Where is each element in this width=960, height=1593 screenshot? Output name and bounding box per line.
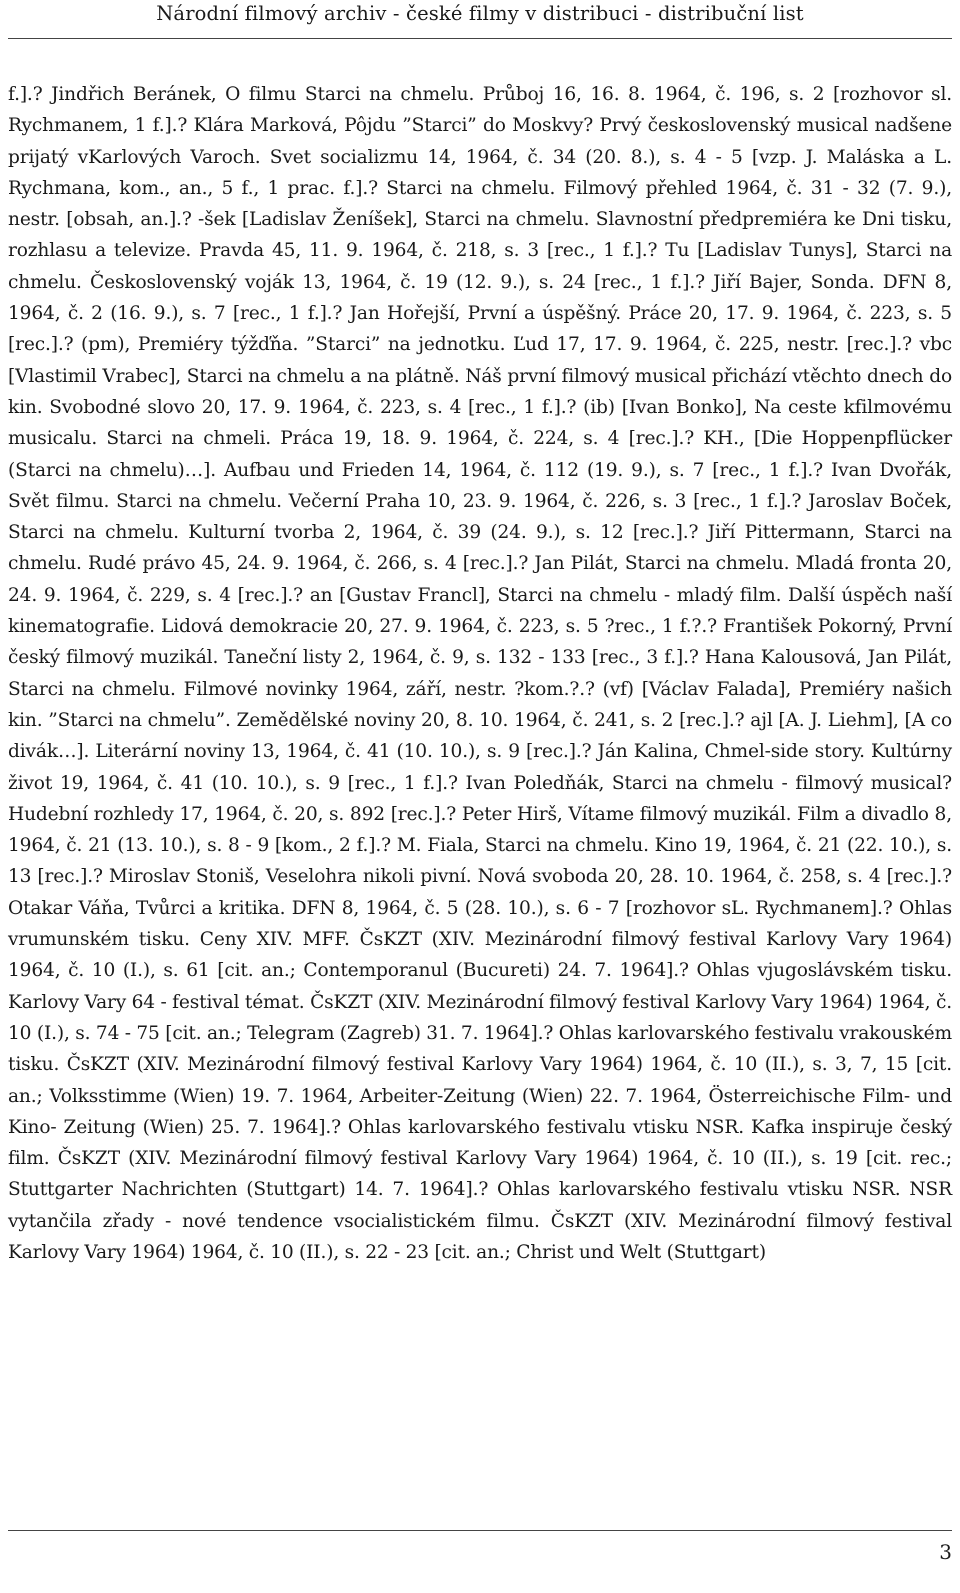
page-number: 3 — [939, 1540, 952, 1564]
footer-divider — [8, 1530, 952, 1531]
bibliography-paragraph: f.].? Jindřich Beránek, O filmu Starci na chmelu. Průboj 16, 16. 8. 1964, č. 196, s. 2 [rozhovor sl. Rychmanem, 1 f.].? Klára Marková, Pôjdu ”Starci” do Moskvy? Prvý československý musical nadšene prijatý vKarlových Varoch. Svet socializmu 14, 1964, č. 34 (20. 8.), s. 4 - 5 [vzp. J. Maláska a L. Rychmana, kom., an., 5 f., 1 prac. f.].? Starci na chmelu. Filmový přehled 1964, č. 31 - 32 (7. 9.), nestr. [obsah, an.].? -šek [Ladislav Ženíšek], Starci na chmelu. Slavnostní předpremiéra ke Dni tisku, rozhlasu a televize. Pravda 45, 11. 9. 1964, č. 218, s. 3 [rec., 1 f.].? Tu [Ladislav Tunys], Starci na chmelu. Československý voják 13, 1964, č. 19 (12. 9.), s. 24 [rec., 1 f.].? Jiří Bajer, Sonda. DFN 8, 1964, č. 2 (16. 9.), s. 7 [rec., 1 f.].? Jan Hořejší, První a úspěšný. Práce 20, 17. 9. 1964, č. 223, s. 5 [rec.].? (pm), Premiéry týžďňa. ”Starci” na jednotku. Ľud 17, 17. 9. 1964, č. 225, nestr. [rec.].? vbc [Vlastimil Vrabec], Starci na chmelu a na plátně. Náš první filmový musical přichází vtěchto dnech do kin. Svobodné slovo 20, 17. 9. 1964, č. 223, s. 4 [rec., 1 f.].? (ib) [Ivan Bonko], Na ceste kfilmovému musicalu. Starci na chmeli. Práca 19, 18. 9. 1964, č. 224, s. 4 [rec.].? KH., [Die Hoppenpflücker (Starci na chmelu)…]. Aufbau und Frieden 14, 1964, č. 112 (19. 9.), s. 7 [rec., 1 f.].? Ivan Dvořák, Svět filmu. Starci na chmelu. Večerní Praha 10, 23. 9. 1964, č. 226, s. 3 [rec., 1 f.].? Jaroslav Boček, Starci na chmelu. Kulturní tvorba 2, 1964, č. 39 (24. 9.), s. 12 [rec.].? Jiří Pittermann, Starci na chmelu. Rudé právo 45, 24. 9. 1964, č. 266, s. 4 [rec.].? Jan Pilát, Starci na chmelu. Mladá fronta 20, 24. 9. 1964, č. 229, s. 4 [rec.].? an [Gustav Francl], Starci na chmelu - mladý film. Další úspěch naší kinematografie. Lidová demokracie 20, 27. 9. 1964, č. 223, s. 5 ?rec., 1 f.?.? František Pokorný, První český filmový muzikál. Taneční listy 2, 1964, č. 9, s. 132 - 133 [rec., 3 f.].? Hana Kalousová, Jan Pilát, Starci na chmelu. Filmové novinky 1964, září, nestr. ?kom.?.? (vf) [Václav Falada], Premiéry našich kin. ”Starci na chmelu”. Zemědělské noviny 20, 8. 10. 1964, č. 241, s. 2 [rec.].? ajl [A. J. Liehm], [A co divák…]. Literární noviny 13, 1964, č. 41 (10. 10.), s. 9 [rec.].? Ján Kalina, Chmel-side story. Kultúrny život 19, 1964, č. 41 (10. 10.), s. 9 [rec., 1 f.].? Ivan Poledňák, Starci na chmelu - filmový musical? Hudební rozhledy 17, 1964, č. 20, s. 892 [rec.].? Peter Hirš, Vítame filmový muzikál. Film a divadlo 8, 1964, č. 21 (13. 10.), s. 8 - 9 [kom., 2 f.].? M. Fiala, Starci na chmelu. Kino 19, 1964, č. 21 (22. 10.), s. 13 [rec.].? Miroslav Stoniš, Veselohra nikoli pivní. Nová svoboda 20, 28. 10. 1964, č. 258, s. 4 [rec.].? Otakar Váňa, Tvůrci a kritika. DFN 8, 1964, č. 5 (28. 10.), s. 6 - 7 [rozhovor sL. Rychmanem].? Ohlas vrumunském tisku. Ceny XIV. MFF. ČsKZT (XIV. Mezinárodní filmový festival Karlovy Vary 1964) 1964, č. 10 (I.), s. 61 [cit. an.; Contemporanul (Bucureti) 24. 7. 1964].? Ohlas vjugoslávském tisku. Karlovy Vary 64 - festival témat. ČsKZT (XIV. Mezinárodní filmový festival Karlovy Vary 1964) 1964, č. 10 (I.), s. 74 - 75 [cit. an.; Telegram (Zagreb) 31. 7. 1964].? Ohlas karlovarského festivalu vrakouském tisku. ČsKZT (XIV. Mezinárodní filmový festival Karlovy Vary 1964) 1964, č. 10 (II.), s. 3, 7, 15 [cit. an.; Volksstimme (Wien) 19. 7. 1964, Arbeiter-Zeitung (Wien) 22. 7. 1964, Österreichische Film- und Kino- Zeitung (Wien) 25. 7. 1964].? Ohlas karlovarského festivalu vtisku NSR. Kafka inspiruje český film. ČsKZT (XIV. Mezinárodní filmový festival Karlovy Vary 1964) 1964, č. 10 (II.), s. 19 [cit. rec.; Stuttgarter Nachrichten (Stuttgart) 14. 7. 1964].? Ohlas karlovarského festivalu vtisku NSR. NSR vytančila zřady - nové tendence vsocialistickém filmu. ČsKZT (XIV. Mezinárodní filmový festival Karlovy Vary 1964) 1964, č. 10 (II.), s. 22 - 23 [cit. an.; Christ und Welt (Stuttgart) — [8, 84, 952, 1263]
running-header-title: Národní filmový archiv - české filmy v distribuci - distribuční list — [156, 2, 804, 25]
header-divider — [8, 38, 952, 39]
